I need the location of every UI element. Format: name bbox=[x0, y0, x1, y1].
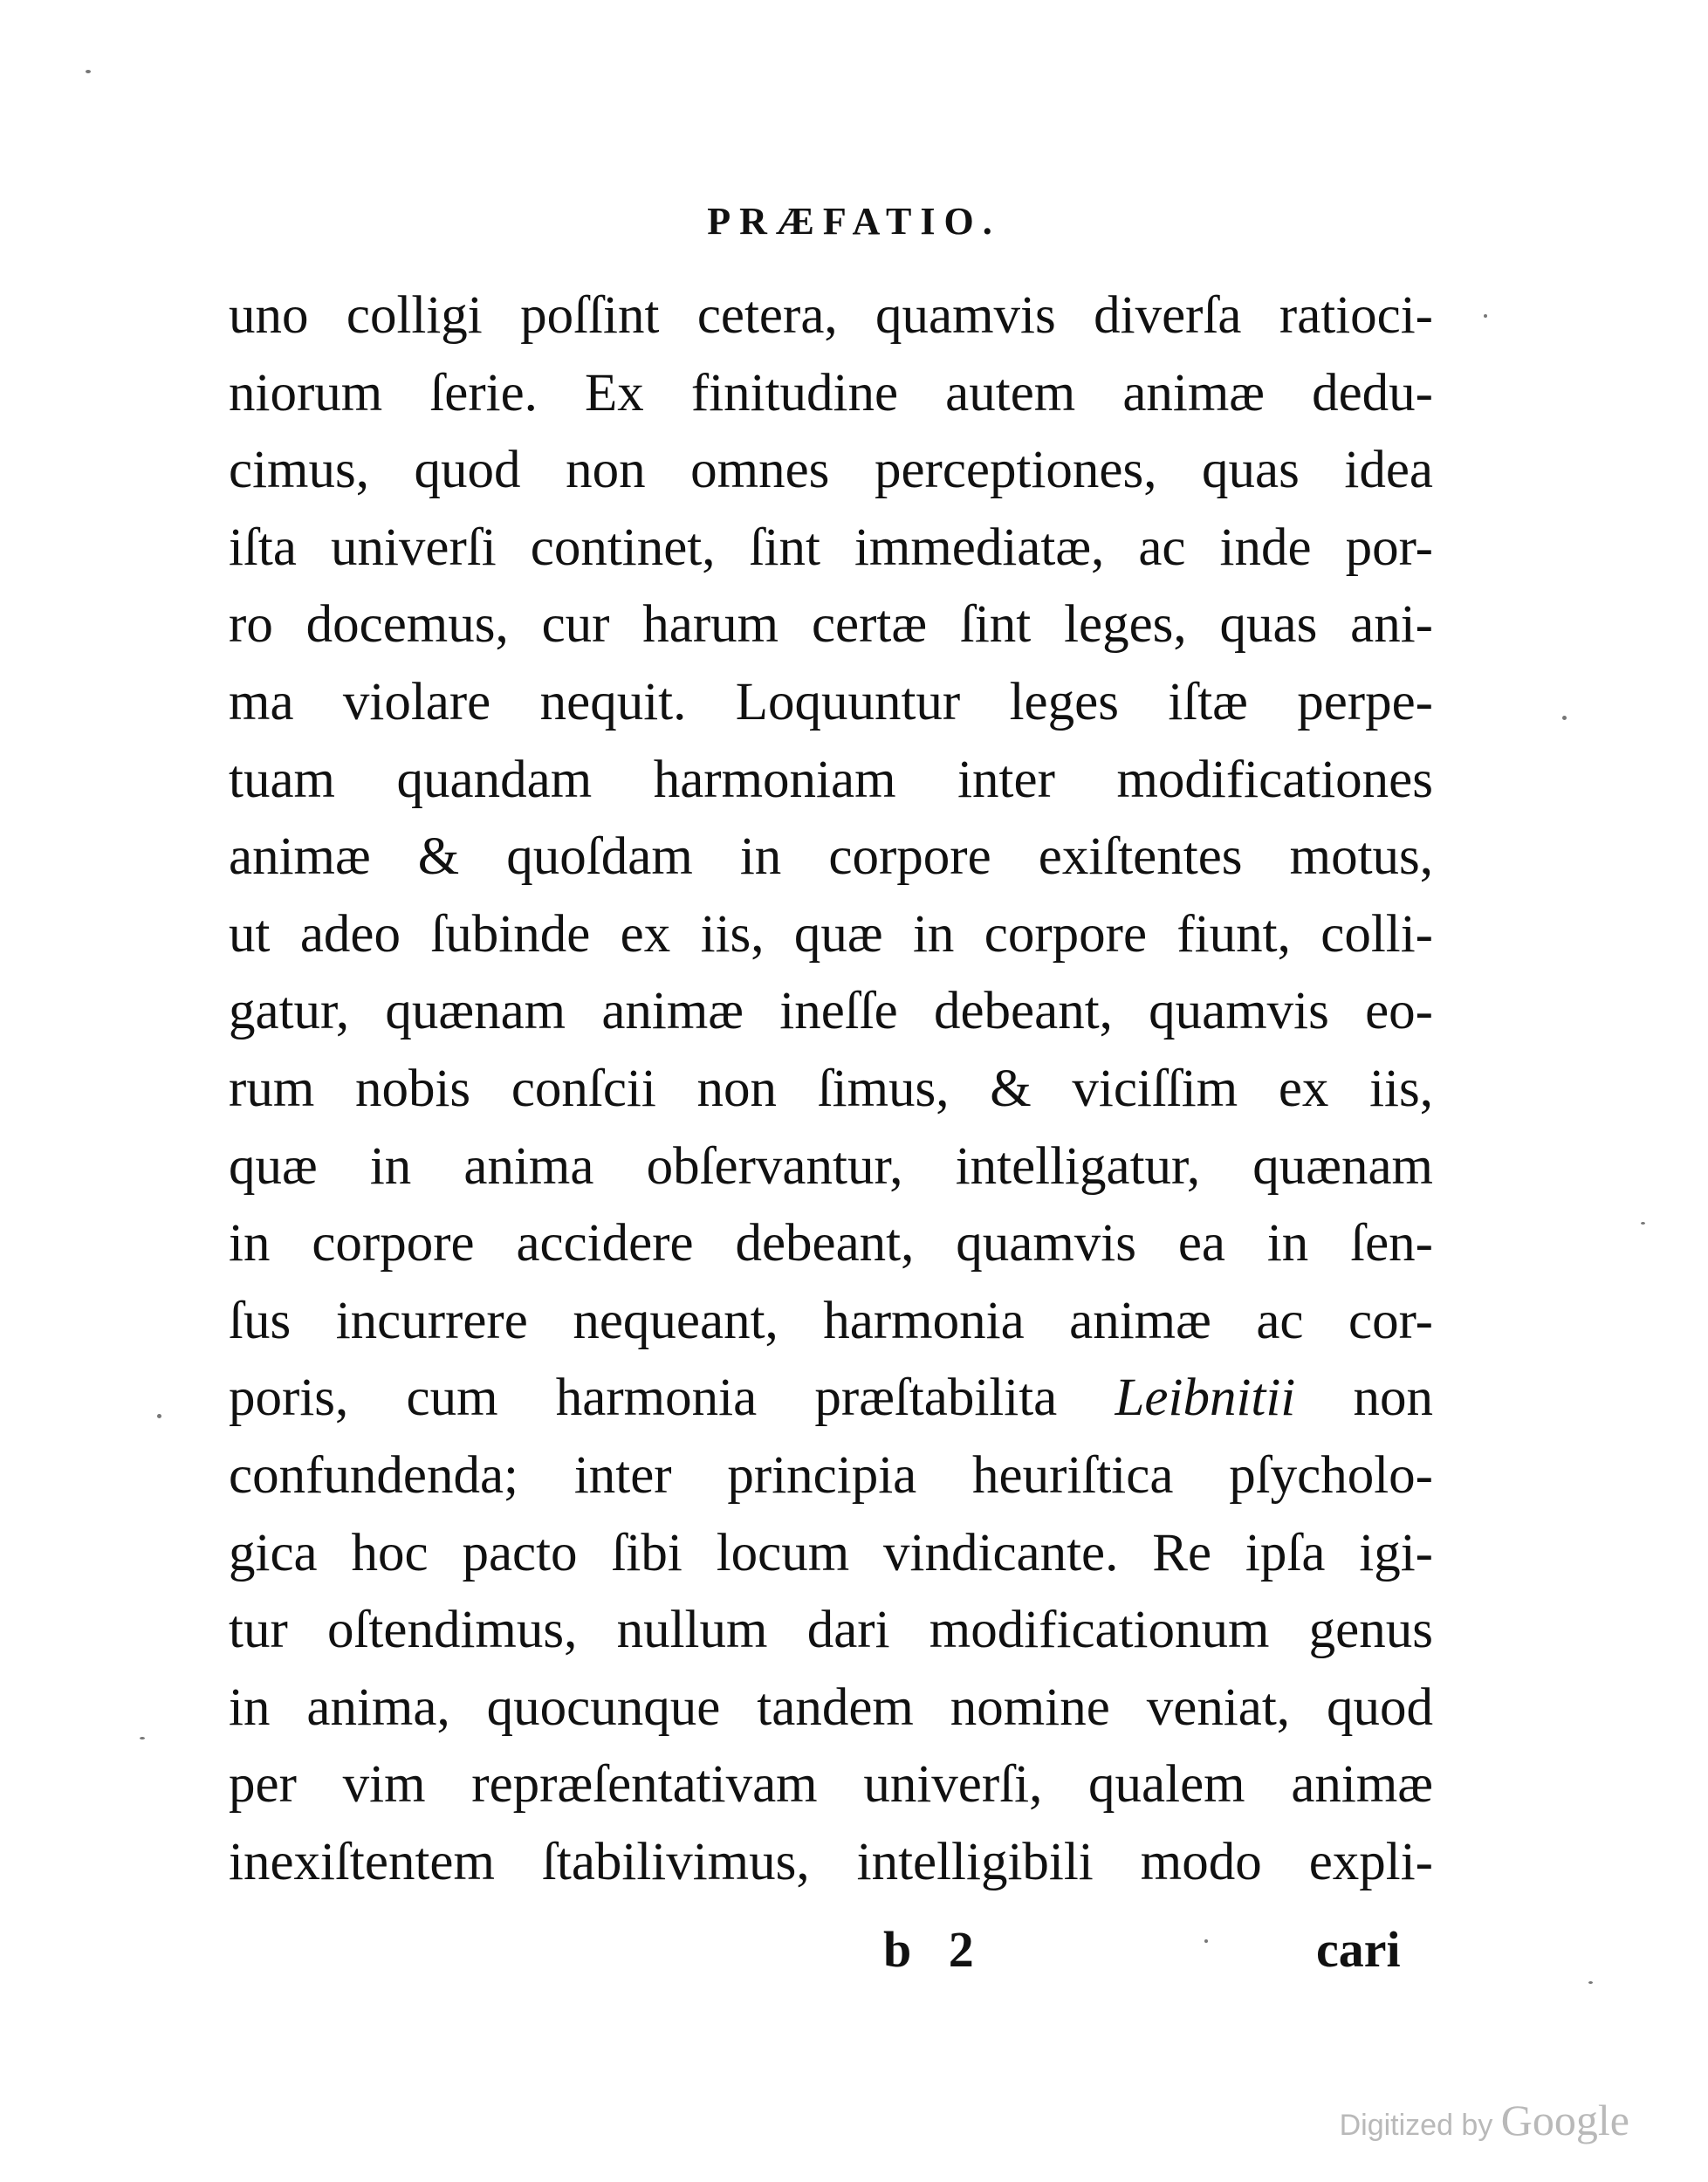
scan-speck bbox=[140, 1737, 145, 1739]
text-line: iſta univerſi continet, ſint immediatæ, ac inde por- bbox=[229, 518, 1433, 577]
page-footer bbox=[0, 1920, 1708, 1981]
text-line: gica hoc pacto ſibi locum vindicante. Re ipſa igi- bbox=[229, 1523, 1433, 1582]
text-line: rum nobis conſcii non ſimus, & viciſſim ex iis, bbox=[229, 1059, 1433, 1118]
catchword: cari bbox=[1316, 1921, 1401, 1978]
digitized-watermark bbox=[1340, 2095, 1629, 2145]
text-line: ſus incurrere nequeant, harmonia animæ ac cor- bbox=[229, 1291, 1433, 1350]
running-head: PRÆFATIO. bbox=[707, 200, 1001, 243]
scan-speck bbox=[1588, 1981, 1593, 1984]
line-text-before-name: poris, cum harmonia præſtabilita bbox=[229, 1369, 1115, 1428]
italic-name-leibnitii: Leibnitii bbox=[1115, 1369, 1296, 1428]
signature-mark: b 2 bbox=[883, 1921, 986, 1978]
text-line: in corpore accidere debeant, quamvis ea in ſen- bbox=[229, 1214, 1433, 1273]
text-line: uno colligi poſſint cetera, quamvis diverſa ratioci- bbox=[229, 286, 1433, 345]
scan-speck bbox=[1562, 716, 1567, 720]
text-line-with-italic bbox=[229, 1360, 1433, 1438]
text-line: in anima, quocunque tandem nomine veniat, quod bbox=[229, 1678, 1433, 1737]
text-line: animæ & quoſdam in corpore exiſtentes motus, bbox=[229, 827, 1433, 887]
text-line: quæ in anima obſervantur, intelligatur, quænam bbox=[229, 1136, 1433, 1196]
body-text bbox=[229, 278, 1433, 1901]
line-text-after-name: non bbox=[1295, 1369, 1434, 1428]
scan-speck bbox=[86, 70, 91, 73]
text-line: per vim repræſentativam univerſi, qualem animæ bbox=[229, 1755, 1433, 1815]
text-line: inexiſtentem ſtabilivimus, intelligibili modo expli- bbox=[229, 1832, 1433, 1891]
scan-speck bbox=[1204, 1939, 1208, 1943]
text-line: niorum ſerie. Ex finitudine autem animæ dedu- bbox=[229, 363, 1433, 422]
text-line: ro docemus, cur harum certæ ſint leges, quas ani- bbox=[229, 595, 1433, 655]
watermark-brand: Google bbox=[1500, 2096, 1629, 2144]
text-line: ma violare nequit. Loquuntur leges iſtæ perpe- bbox=[229, 672, 1433, 731]
text-line: ut adeo ſubinde ex iis, quæ in corpore fiunt, colli- bbox=[229, 904, 1433, 964]
watermark-prefix: Digitized by bbox=[1339, 2109, 1493, 2142]
text-line: tuam quandam harmoniam inter modificationes bbox=[229, 750, 1433, 809]
text-line: confundenda; inter principia heuriſtica pſycholo- bbox=[229, 1445, 1433, 1505]
text-line: cimus, quod non omnes perceptiones, quas idea bbox=[229, 441, 1433, 500]
text-line: gatur, quænam animæ ineſſe debeant, quamvis eo- bbox=[229, 982, 1433, 1041]
text-line: tur oſtendimus, nullum dari modificationum genus bbox=[229, 1601, 1433, 1660]
scan-speck bbox=[1484, 314, 1487, 318]
scan-speck bbox=[157, 1414, 161, 1418]
scan-speck bbox=[1641, 1222, 1645, 1225]
